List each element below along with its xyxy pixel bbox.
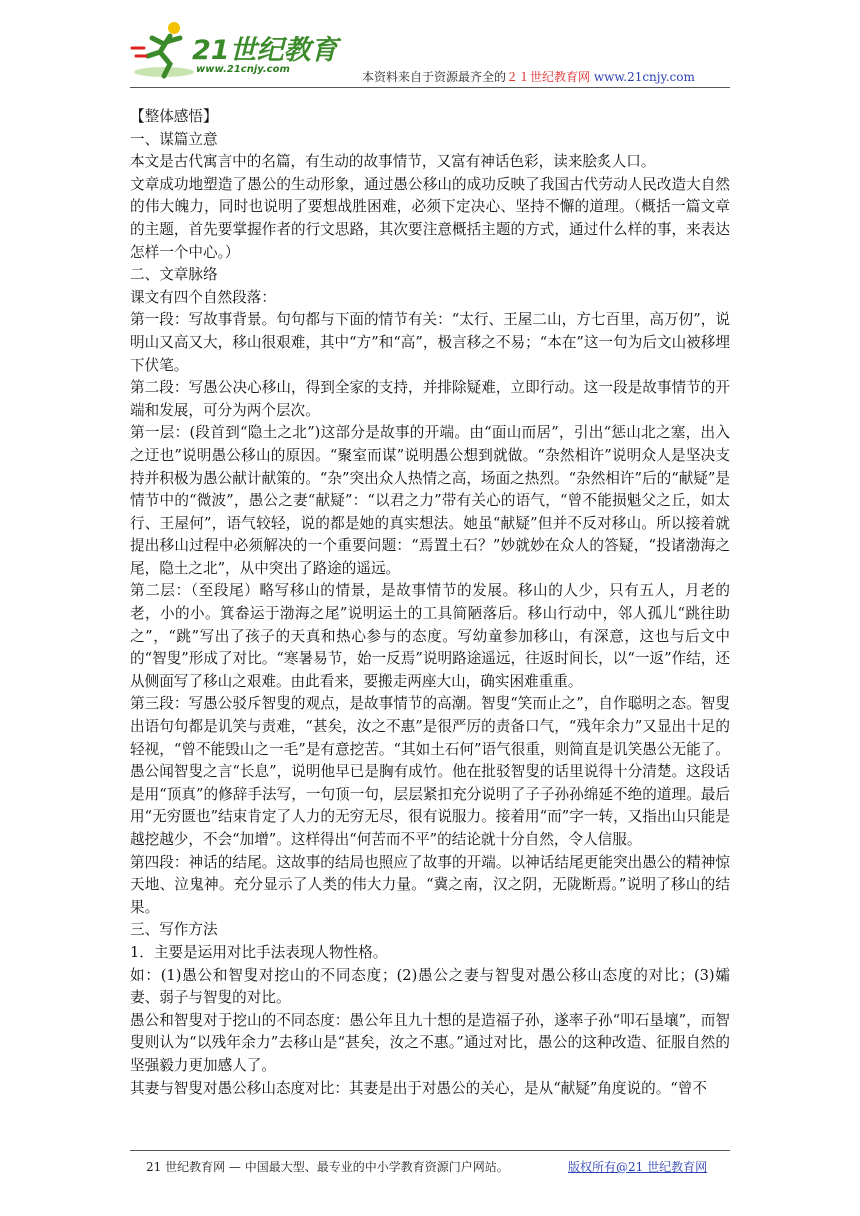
paragraph: 第四段：神话的结尾。这故事的结局也照应了故事的开端。以神话结尾更能突出愚公的精神惊天地、泣鬼神。充分显示了人类的伟大力量。“冀之南，汉之阴，无陇断焉。”说明了移山的结果。	[130, 853, 730, 916]
paragraph: 如：(1)愚公和智叟对挖山的不同态度；(2)愚公之妻与智叟对愚公移山态度的对比；(3)孀妻、弱子与智叟的对比。	[130, 966, 730, 1007]
tagline-brand[interactable]: ２１世纪教育网	[506, 70, 591, 84]
page-header	[130, 18, 730, 88]
header-tagline	[362, 68, 695, 85]
logo-text: 21世纪教育	[192, 35, 338, 66]
section-heading: 【整体感悟】	[130, 108, 218, 125]
paragraph: 课文有四个自然段落：	[130, 288, 276, 306]
paragraph: 第三段：写愚公驳斥智叟的观点，是故事情节的高潮。智叟“笑而止之”，自作聪明之态。智叟出语句句都是讥笑与责难，“甚矣，汝之不惠”是很严厉的责备口气，“残年余力”又显出十足的轻视，“曾不能毁山之一毛”是有意挖苦。“其如土石何”语气很重，则简直是讥笑愚公无能了。愚公闻智叟之言“长息”，说明他早已是胸有成竹。他在批驳智叟的话里说得十分清楚。这段话是用“顶真”的修辞手法写，一句顶一句，层层紧扣充分说明了子子孙孙绵延不绝的道理。最后用“无穷匮也”结束肯定了人力的无穷无尽，很有说服力。接着用“而”字一转，又指出山只能是越挖越少，不会“加增”。这样得出“何苦而不平”的结论就十分自然，令人信服。	[130, 695, 730, 848]
tagline-url[interactable]: www.21cnjy.com	[593, 70, 695, 84]
copyright-link[interactable]: 版权所有@21 世纪教育网	[568, 1160, 708, 1174]
page-footer	[146, 1158, 746, 1175]
subheading: 一、谋篇立意	[130, 130, 218, 148]
footer-text: 21 世纪教育网 — 中国最大型、最专业的中小学教育资源门户网站。	[146, 1160, 509, 1174]
paragraph: 第二段：写愚公决心移山，得到全家的支持，并排除疑难，立即行动。这一段是故事情节的开端和发展，可分为两个层次。	[130, 379, 730, 419]
document-body	[130, 106, 730, 1100]
running-figure-icon	[130, 18, 200, 82]
paragraph: 本文是古代寓言中的名篇，有生动的故事情节，又富有神话色彩，读来脍炙人口。	[130, 153, 656, 171]
paragraph: 其妻与智叟对愚公移山态度对比：其妻是出于对愚公的关心，是从“献疑”角度说的。“曾不	[130, 1079, 707, 1097]
paragraph: 1．主要是运用对比手法表现人物性格。	[130, 943, 388, 961]
paragraph: 第一段：写故事背景。句句都与下面的情节有关：“太行、王屋二山，方七百里，高万仞”，说明山又高又大，移山很艰难，其中“方”和“高”，极言移之不易；“本在”这一句为后文山被移埋下伏笔。	[130, 311, 730, 374]
subheading: 三、写作方法	[130, 921, 218, 939]
site-logo[interactable]	[130, 18, 350, 84]
paragraph: 文章成功地塑造了愚公的生动形象，通过愚公移山的成功反映了我国古代劳动人民改造大自然的伟大魄力，同时也说明了要想战胜困难，必须下定决心、坚持不懈的道理。（概括一篇文章的主题，首先要掌握作者的行文思路，其次要注意概括主题的方式，通过什么样的事，来表达怎样一个中心。）	[130, 175, 730, 261]
footer-divider	[130, 1150, 730, 1151]
paragraph: 愚公和智叟对于挖山的不同态度：愚公年且九十想的是造福子孙，遂率子孙“叩石垦壤”，而智叟则认为“以残年余力”去移山是“甚矣，汝之不惠。”通过对比，愚公的这种改造、征服自然的坚强毅力更加感人了。	[130, 1011, 730, 1074]
tagline-prefix: 本资料来自于资源最齐全的	[362, 70, 507, 84]
logo-url: www.21cnjy.com	[196, 64, 290, 75]
header-divider	[130, 87, 730, 88]
paragraph: 第二层：（至段尾）略写移山的情景，是故事情节的发展。移山的人少，只有五人，月老的老，小的小。箕畚运于渤海之尾”说明运土的工具简陋落后。移山行动中，邻人孤儿“跳往助之”，“跳”写出了孩子的天真和热心参与的态度。写幼童参加移山，有深意，这也与后文中的“智叟”形成了对比。“寒暑易节，始一反焉”说明路途遥远，往返时间长，以“一返”作结，还从侧面写了移山之艰难。由此看来，要搬走两座大山，确实困难重重。	[130, 582, 730, 690]
paragraph: 第一层：(段首到“隐土之北”)这部分是故事的开端。由“面山而居”，引出“惩山北之塞，出入之迂也”说明愚公移山的原因。“聚室而谋”说明愚公想到就做。“杂然相许”说明众人是坚决支持并积极为愚公献计献策的。“杂”突出众人热情之高，场面之热烈。“杂然相许”后的“献疑”是情节中的“微波”，愚公之妻“献疑”：“以君之力”带有关心的语气，“曾不能损魁父之丘，如太行、王屋何”，语气较轻，说的都是她的真实想法。她虽“献疑”但并不反对移山。所以接着就提出移山过程中必须解决的一个重要问题：“焉置土石？”妙就妙在众人的答疑，“投诸渤海之尾，隐土之北”，从中突出了路途的遥远。	[130, 424, 730, 577]
subheading: 二、文章脉络	[130, 266, 218, 284]
